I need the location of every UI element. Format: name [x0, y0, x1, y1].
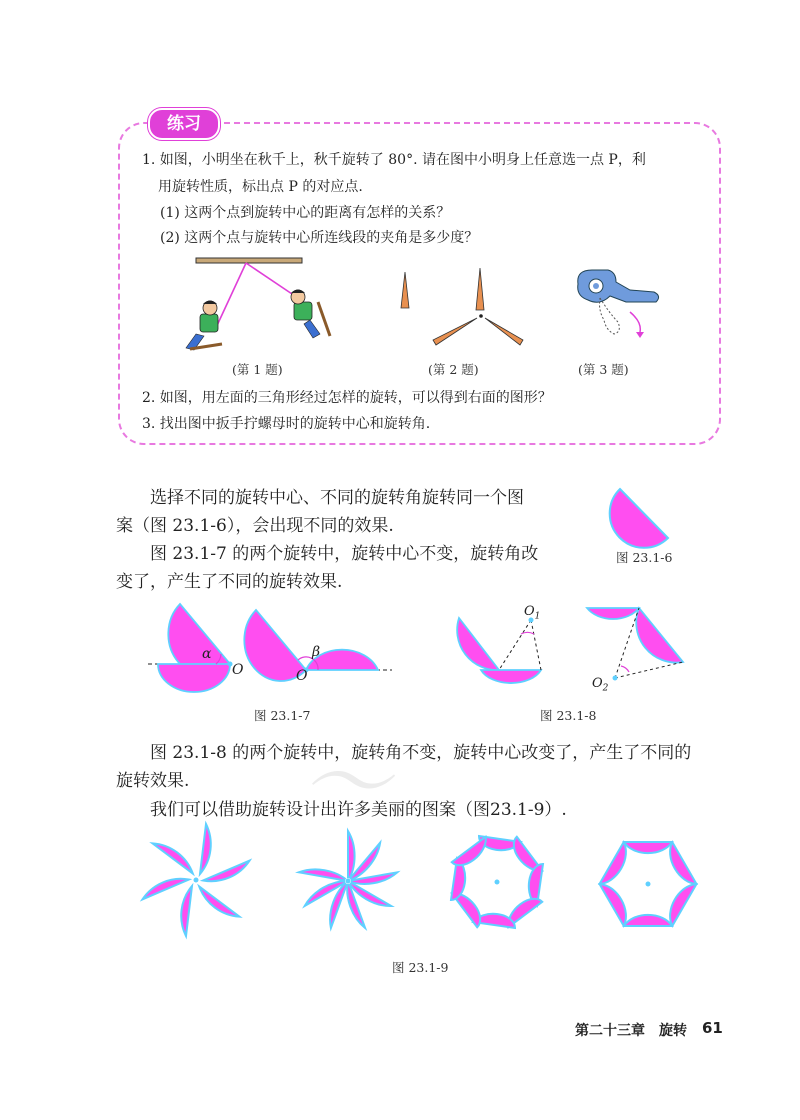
label-o1: $O_1$ [524, 604, 541, 622]
caption-q2: (第 2 题) [428, 362, 479, 377]
caption-fig-23-1-8: 图 23.1-8 [540, 708, 597, 723]
triangles-figure [395, 262, 525, 352]
pattern-1 [140, 820, 252, 940]
caption-q1: (第 1 题) [232, 362, 283, 377]
figure-23-1-8 [455, 600, 690, 695]
label-o2: $O_2$ [592, 676, 609, 694]
pattern-2 [290, 826, 406, 936]
watermark: 〜 [300, 731, 390, 836]
footer-page-number: 61 [702, 1019, 723, 1037]
footer-chapter: 第二十三章 旋转 [575, 1023, 687, 1039]
label-beta: β [312, 644, 321, 660]
paragraph-3-line1: 图 23.1-8 的两个旋转中，旋转角不变，旋转中心改变了，产生了不同的 [150, 743, 692, 763]
figure-23-1-6 [612, 486, 672, 546]
pattern-3 [444, 826, 550, 938]
label-alpha: α [202, 646, 212, 662]
caption-fig-23-1-6: 图 23.1-6 [616, 550, 673, 565]
paragraph-4: 我们可以借助旋转设计出许多美丽的图案（图23.1-9）. [150, 800, 567, 820]
caption-fig-23-1-7: 图 23.1-7 [254, 708, 311, 723]
exercise-q1-sub1: (1) 这两个点到旋转中心的距离有怎样的关系？ [160, 205, 451, 221]
exercise-q1-sub2: (2) 这两个点与旋转中心所连线段的夹角是多少度？ [160, 230, 479, 246]
label-o-left: O [232, 662, 244, 678]
exercise-q1-line2: 用旋转性质，标出点 P 的对应点. [158, 179, 363, 195]
exercise-q1-line1: 1. 如图，小明坐在秋千上，秋千旋转了 80°. 请在图中小明身上任意选一点 P，利 [142, 152, 646, 168]
paragraph-3-line2: 旋转效果. [116, 771, 190, 791]
paragraph-1-line2: 案（图 23.1-6），会出现不同的效果. [116, 516, 394, 536]
label-o-right: O [296, 668, 308, 684]
exercise-q2: 2. 如图，用左面的三角形经过怎样的旋转，可以得到右面的图形？ [142, 390, 552, 406]
exercise-q3: 3. 找出图中扳手拧螺母时的旋转中心和旋转角. [142, 416, 431, 432]
exercise-tag: 练习 [148, 108, 220, 140]
pattern-4 [596, 836, 700, 932]
caption-fig-23-1-9: 图 23.1-9 [392, 960, 449, 975]
figure-23-1-7 [148, 602, 398, 692]
swing-figure [170, 250, 350, 360]
wrench-figure [570, 262, 665, 342]
paragraph-2-line1: 图 23.1-7 的两个旋转中，旋转中心不变，旋转角改 [150, 544, 539, 564]
caption-q3: (第 3 题) [578, 362, 629, 377]
paragraph-1-line1: 选择不同的旋转中心、不同的旋转角旋转同一个图 [150, 488, 524, 508]
paragraph-2-line2: 变了，产生了不同的旋转效果. [116, 572, 343, 592]
